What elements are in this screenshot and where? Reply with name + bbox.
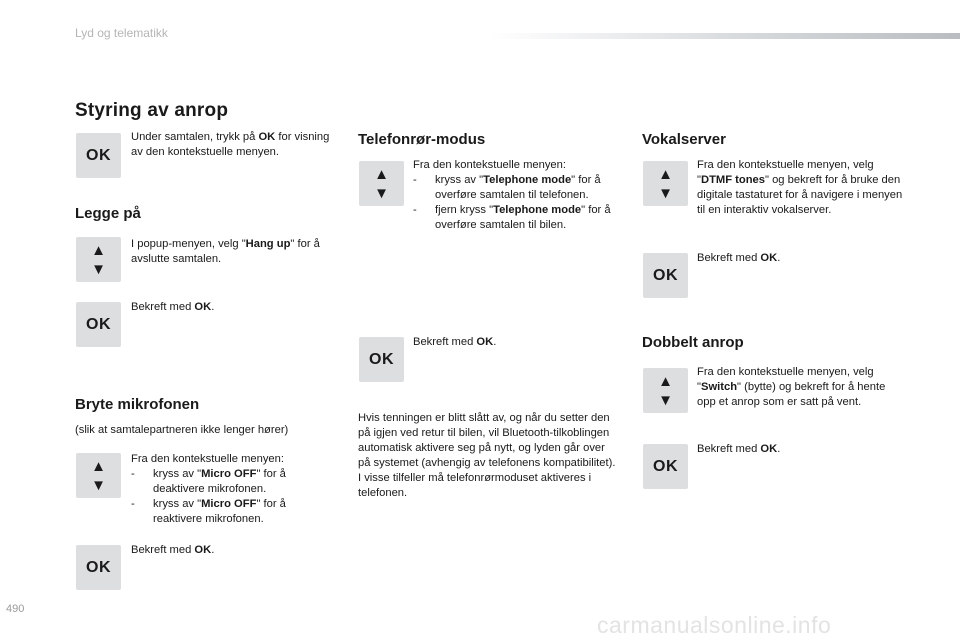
bryte-lead: Fra den kontekstuelle menyen: [131,453,284,465]
down-arrow-icon: ▼ [374,184,389,202]
header-rule [490,33,960,39]
arrows-button-icon [643,368,688,413]
list-item: - kryss av "Micro OFF" for å reaktivere mikrofonen. [131,498,286,525]
heading-telefonror-modus: Telefonrør-modus [358,131,486,148]
vokalserver-text: Fra den kontekstuelle menyen, velg "DTMF tones" og bekreft for å bruke den digitale tastaturet for å navigere i menyen til en interaktiv vokalserver. [697,159,903,216]
confirm-key: OK [194,301,212,313]
confirm-pre: Bekreft med [131,301,195,313]
bryte-confirm: Bekreft med OK. [131,544,215,556]
dobbelt-text: Fra den kontekstuelle menyen, velg "Switch" (bytte) og bekreft for å hente opp et anrop som er satt på vent. [697,366,886,408]
chapter-title: Lyd og telematikk [75,26,168,40]
list-item: - kryss av "Micro OFF" for å deaktivere mikrofonen. [131,468,286,495]
ok-label: OK [653,457,678,475]
ok-button-icon [359,337,404,382]
bryte-instructions [131,452,331,527]
down-arrow-icon: ▼ [91,260,106,278]
arrows-button-icon [643,161,688,206]
intro-text [131,130,341,160]
arrows-button-icon [359,161,404,206]
telefonror-instructions [413,158,618,233]
heading-vokalserver: Vokalserver [642,131,726,148]
legge-pa-post: " for å avslutte samtalen. [131,238,320,265]
ok-label: OK [86,315,111,333]
confirm-post: . [211,301,215,313]
watermark: carmanualsonline.info [597,612,832,638]
telefonror-note-2: I visse tilfeller må telefonrørmoduset aktiveres i telefonen. [358,472,592,499]
arrows-button-icon [76,237,121,282]
dobbelt-confirm: Bekreft med OK. [697,443,781,455]
arrows-button-icon [76,453,121,498]
ok-button-icon [76,302,121,347]
legge-pa-key: Hang up [245,238,291,250]
page-number: 490 [6,603,25,615]
down-arrow-icon: ▼ [658,391,673,409]
vokalserver-confirm: Bekreft med OK. [697,252,781,264]
telefonror-confirm: Bekreft med OK. [413,336,497,348]
heading-dobbelt-anrop: Dobbelt anrop [642,334,744,351]
up-arrow-icon: ▲ [91,241,106,259]
down-arrow-icon: ▼ [91,476,106,494]
bryte-note: (slik at samtalepartneren ikke lenger hører) [75,424,289,436]
down-arrow-icon: ▼ [658,184,673,202]
telefonror-lead: Fra den kontekstuelle menyen: [413,159,566,171]
legge-pa-pre: I popup-menyen, velg " [131,238,246,250]
intro-key: OK [258,131,276,143]
ok-label: OK [369,350,394,368]
up-arrow-icon: ▲ [658,165,673,183]
ok-button-icon [643,444,688,489]
page-title: Styring av anrop [75,100,229,121]
legge-pa-confirm [131,300,214,315]
up-arrow-icon: ▲ [374,165,389,183]
ok-button-icon [643,253,688,298]
telefonror-note-1: Hvis tenningen er blitt slått av, og når du setter den på igjen ved retur til bilen, vil Bluetooth-tilkoblingen automatisk aktivere seg på nytt, og lyden går over på systemet (avhengig av telefonens kompatibilitet). [358,412,616,469]
up-arrow-icon: ▲ [91,457,106,475]
intro-post: for visning av den kontekstuelle menyen. [131,131,330,158]
ok-label: OK [86,558,111,576]
heading-bryte-mikrofonen: Bryte mikrofonen [75,396,200,413]
ok-button-icon [76,133,121,178]
ok-button-icon [76,545,121,590]
legge-pa-text [131,237,336,267]
intro-pre: Under samtalen, trykk på [131,131,259,143]
heading-legge-pa: Legge på [75,205,141,222]
telefonror-note [358,411,620,501]
up-arrow-icon: ▲ [658,372,673,390]
ok-label: OK [86,146,111,164]
list-item: - kryss av "Telephone mode" for å overføre samtalen til telefonen. [413,174,601,201]
list-item: - fjern kryss "Telephone mode" for å overføre samtalen til bilen. [413,204,611,231]
ok-label: OK [653,266,678,284]
